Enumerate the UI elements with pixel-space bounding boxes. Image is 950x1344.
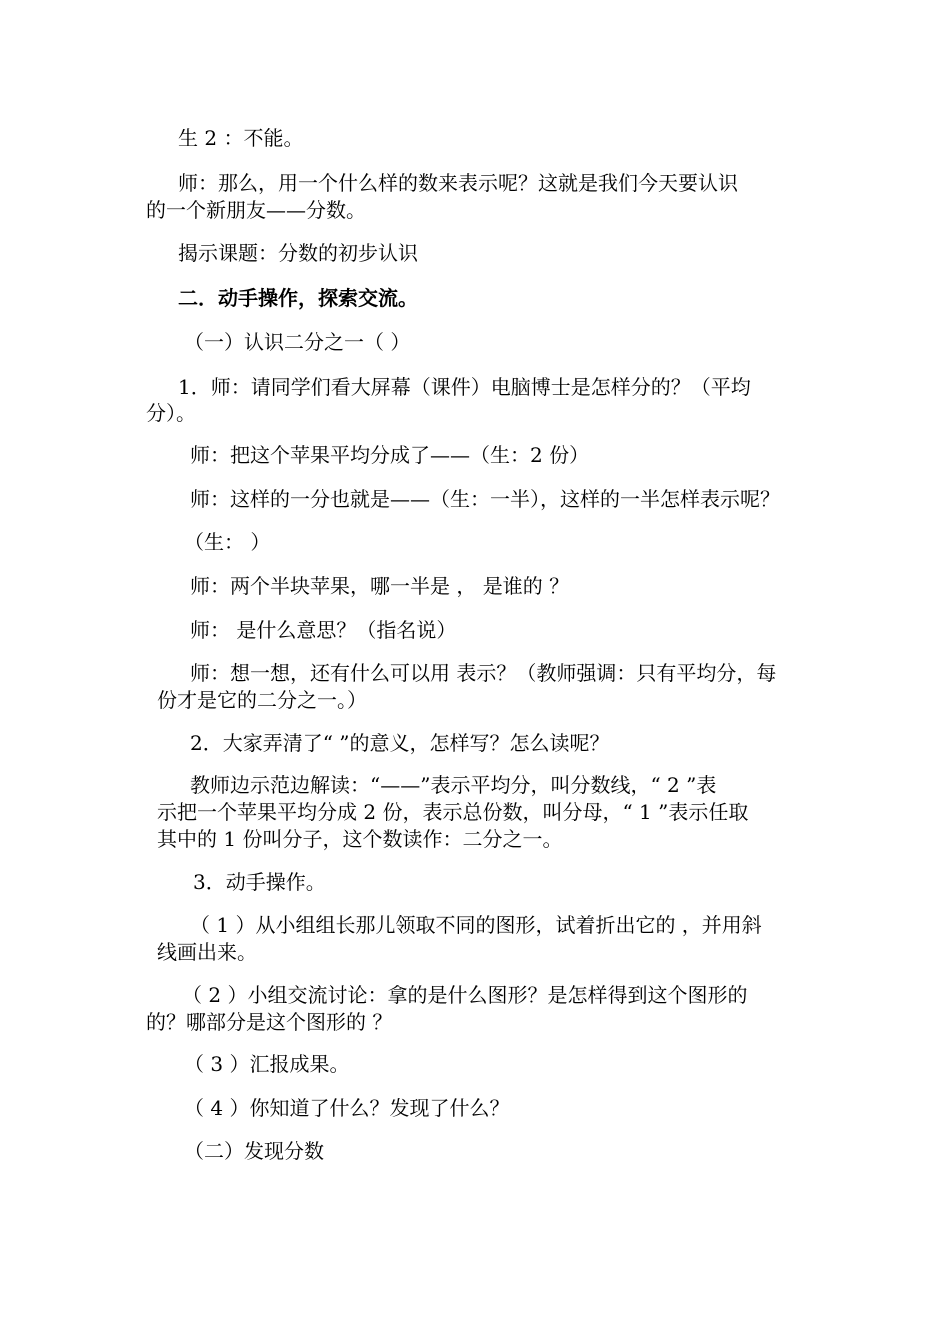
subsection-heading-2: （二）发现分数 bbox=[184, 1139, 324, 1163]
paragraph-teacher-two-halves: 师：两个半块苹果，哪一半是 ， 是谁的 ？ bbox=[190, 574, 570, 598]
paragraph-teacher-split: 师：把这个苹果平均分成了——（生：2 份） bbox=[190, 443, 590, 467]
paragraph-teacher-meaning: 师： 是什么意思？（指名说） bbox=[190, 618, 457, 642]
paragraph-teacher-think-line-1: 师：想一想，还有什么可以用 表示？（教师强调：只有平均分，每 bbox=[190, 661, 777, 685]
paragraph-step-4: （ 4 ）你知道了什么？发现了什么？ bbox=[184, 1096, 510, 1120]
paragraph-step-2-line-2: 的？哪部分是这个图形的 ？ bbox=[146, 1010, 393, 1034]
paragraph-explanation-line-3: 其中的 1 份叫分子，这个数读作：二分之一。 bbox=[157, 827, 563, 851]
paragraph-item-2: 2．大家弄清了“ ”的意义，怎样写？怎么读呢？ bbox=[190, 731, 610, 755]
paragraph-student-blank: （生： ） bbox=[184, 530, 271, 554]
paragraph-explanation-line-1: 教师边示范边解读：“——”表示平均分，叫分数线，“ 2 ”表 bbox=[190, 773, 717, 797]
paragraph-step-1-line-2: 线画出来。 bbox=[157, 940, 257, 964]
paragraph-step-3: （ 3 ）汇报成果。 bbox=[184, 1052, 350, 1076]
paragraph-item-3: 3．动手操作。 bbox=[193, 870, 326, 894]
subsection-heading-1: （一）认识二分之一（ ） bbox=[184, 330, 411, 354]
paragraph-lesson-topic: 揭示课题：分数的初步认识 bbox=[178, 241, 418, 265]
paragraph-teacher-question-line-1: 师：那么，用一个什么样的数来表示呢？这就是我们今天要认识 bbox=[178, 171, 738, 195]
paragraph-step-1-line-1: （ 1 ）从小组组长那儿领取不同的图形，试着折出它的 ，并用斜 bbox=[190, 913, 762, 937]
paragraph-item-1-line-2: 分）。 bbox=[146, 401, 196, 425]
paragraph-teacher-question-line-2: 的一个新朋友——分数。 bbox=[146, 198, 366, 222]
paragraph-teacher-think-line-2: 份才是它的二分之一。） bbox=[157, 688, 367, 712]
paragraph-explanation-line-2: 示把一个苹果平均分成 2 份，表示总份数，叫分母，“ 1 ”表示任取 bbox=[157, 800, 749, 824]
section-heading-2: 二．动手操作，探索交流。 bbox=[178, 286, 418, 310]
paragraph-student-answer: 生 2 ：不能。 bbox=[178, 126, 304, 150]
paragraph-item-1-line-1: 1．师：请同学们看大屏幕（课件）电脑博士是怎样分的？（平均 bbox=[178, 375, 751, 399]
paragraph-teacher-half: 师：这样的一分也就是——（生：一半），这样的一半怎样表示呢？ bbox=[190, 487, 780, 511]
paragraph-step-2-line-1: （ 2 ）小组交流讨论：拿的是什么图形？是怎样得到这个图形的 bbox=[182, 983, 748, 1007]
